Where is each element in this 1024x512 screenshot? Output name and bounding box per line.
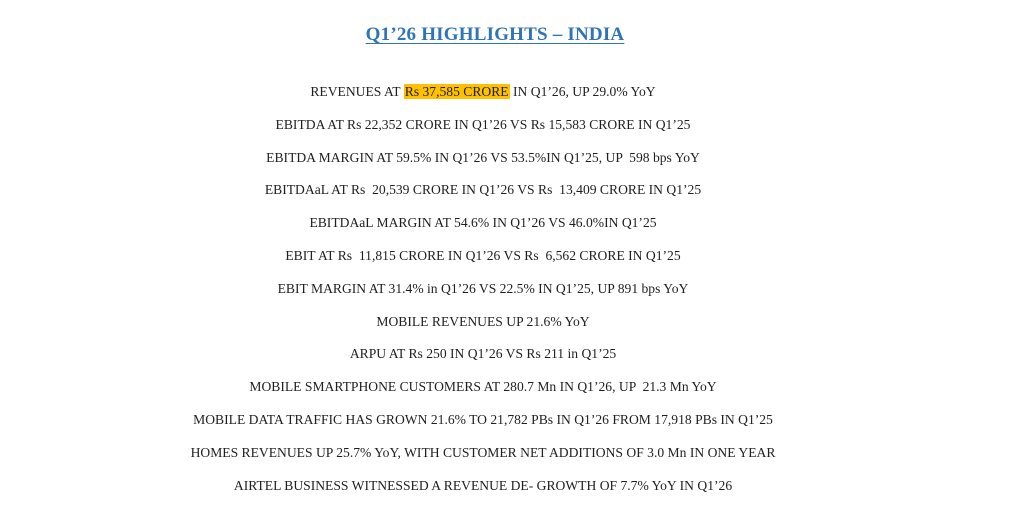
- highlight-data-traffic: MOBILE DATA TRAFFIC HAS GROWN 21.6% TO 21,782 PBs IN Q1’26 FROM 17,918 PBs IN Q1’25: [193, 411, 773, 427]
- highlight-arpu: ARPU AT Rs 250 IN Q1’26 VS Rs 211 in Q1’25: [349, 346, 617, 362]
- highlight-ebitda-margin: EBITDA MARGIN AT 59.5% IN Q1’26 VS 53.5%IN Q1’25, UP 598 bps YoY: [266, 149, 700, 165]
- highlighted-revenue-value: Rs 37,585 CRORE: [404, 84, 509, 99]
- page-title: Q1’26 HIGHLIGHTS – INDIA: [365, 24, 625, 45]
- highlight-smartphone-customers: MOBILE SMARTPHONE CUSTOMERS AT 280.7 Mn IN Q1’26, UP 21.3 Mn YoY: [249, 379, 717, 395]
- highlight-revenues: [0, 81, 966, 114]
- highlight-mobile-revenues: MOBILE REVENUES UP 21.6% YoY: [376, 313, 590, 329]
- highlight-ebitdaal-margin: EBITDAaL MARGIN AT 54.6% IN Q1’26 VS 46.0%IN Q1’25: [309, 215, 657, 231]
- highlight-ebitdaal: EBITDAaL AT Rs 20,539 CRORE IN Q1’26 VS Rs 13,409 CRORE IN Q1’25: [264, 182, 702, 198]
- highlight-ebit-margin: EBIT MARGIN AT 31.4% in Q1’26 VS 22.5% IN Q1’25, UP 891 bps YoY: [277, 280, 689, 296]
- highlight-airtel-business: AIRTEL BUSINESS WITNESSED A REVENUE DE- GROWTH OF 7.7% YoY IN Q1’26: [233, 477, 733, 493]
- highlight-homes-revenues: HOMES REVENUES UP 25.7% YoY, WITH CUSTOMER NET ADDITIONS OF 3.0 Mn IN ONE YEAR: [190, 444, 776, 460]
- highlight-revenues-prefix: REVENUES AT: [310, 84, 404, 99]
- highlight-ebit: EBIT AT Rs 11,815 CRORE IN Q1’26 VS Rs 6,562 CRORE IN Q1’25: [285, 247, 681, 263]
- highlight-revenues-suffix: IN Q1’26, UP 29.0% YoY: [509, 84, 656, 99]
- highlight-ebitda: EBITDA AT Rs 22,352 CRORE IN Q1’26 VS Rs 15,583 CRORE IN Q1’25: [275, 116, 691, 132]
- highlights-list: [0, 81, 966, 507]
